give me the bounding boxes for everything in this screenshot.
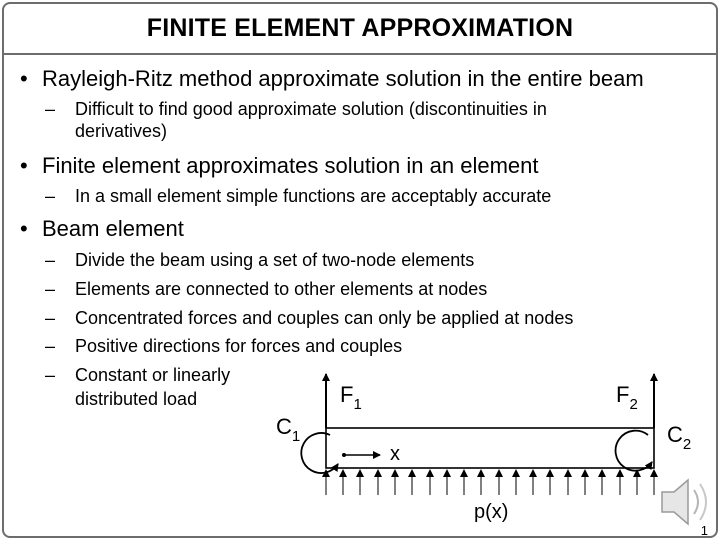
sub-bullet-line: distributed load — [75, 389, 198, 409]
bullet-text: Beam element — [42, 216, 184, 241]
bullet-marker: • — [20, 216, 28, 241]
bullet-marker: • — [20, 66, 28, 91]
distributed-load-label: p(x) — [474, 501, 509, 523]
couple-c2-arc — [616, 431, 652, 471]
slide-page-number: 1 — [700, 523, 708, 538]
sub-bullet-line: Concentrated forces and couples can only be applied at nodes — [75, 308, 574, 328]
force-f1-label: $F_1$ — [340, 382, 362, 413]
beam-body — [326, 428, 654, 468]
sub-bullet-line: In a small element simple functions are acceptably accurate — [75, 186, 552, 206]
dash-marker: – — [45, 99, 56, 119]
sub-bullet-line: Difficult to find good approximate solution (discontinuities in — [75, 99, 547, 119]
couple-c2-label: $C_2$ — [667, 422, 692, 453]
bullet-text: Rayleigh-Ritz method approximate solution in the entire beam — [42, 66, 644, 91]
dash-marker: – — [45, 186, 56, 206]
dash-marker: – — [45, 336, 56, 356]
force-f2-label: $F_2$ — [616, 382, 638, 413]
slide-title: FINITE ELEMENT APPROXIMATION — [146, 14, 574, 42]
dash-marker: – — [45, 250, 56, 270]
bullet-marker: • — [20, 153, 28, 178]
speaker-icon[interactable] — [662, 480, 706, 524]
dash-marker: – — [45, 365, 56, 385]
x-axis-origin — [342, 453, 346, 457]
sub-bullet-line: Constant or linearly — [75, 365, 231, 385]
sub-bullet-line: Positive directions for forces and couples — [75, 336, 403, 356]
sub-bullet-line: Divide the beam using a set of two-node elements — [75, 250, 475, 270]
bullet-text: Finite element approximates solution in an element — [42, 153, 539, 178]
dash-marker: – — [45, 279, 56, 299]
couple-c1-arc — [301, 433, 338, 473]
distributed-load-arrows — [326, 470, 654, 495]
x-axis-label: x — [390, 443, 400, 465]
sub-bullet-line: Elements are connected to other elements at nodes — [75, 279, 488, 299]
dash-marker: – — [45, 308, 56, 328]
couple-c1-label: $C_1$ — [276, 414, 301, 445]
sub-bullet-line: derivatives) — [75, 121, 168, 141]
